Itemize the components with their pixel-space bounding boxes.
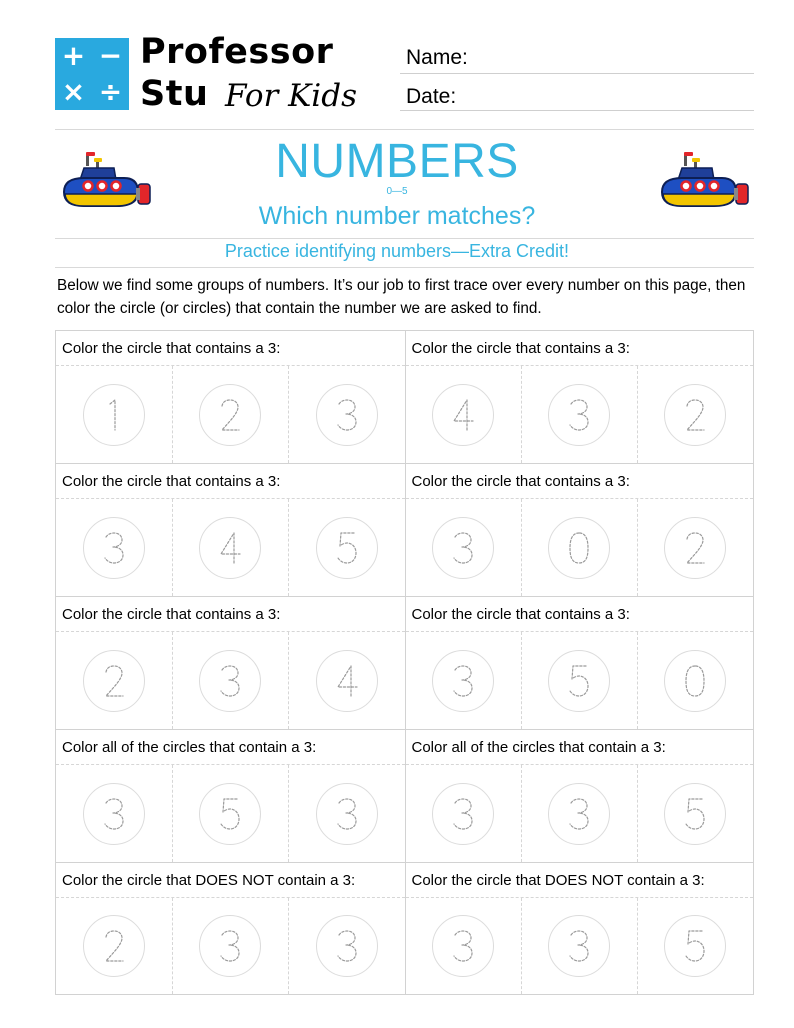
- answer-circle[interactable]: [83, 915, 145, 977]
- trace-digit[interactable]: [102, 796, 126, 832]
- answer-cell: [637, 499, 753, 596]
- trace-digit[interactable]: [218, 663, 242, 699]
- answer-circle[interactable]: [432, 650, 494, 712]
- answer-cell: [56, 366, 172, 463]
- trace-digit[interactable]: [567, 796, 591, 832]
- answer-options: [406, 499, 754, 596]
- trace-digit[interactable]: [335, 663, 359, 699]
- trace-digit[interactable]: [683, 397, 707, 433]
- exercise-prompt: Color the circle that DOES NOT contain a 3:: [56, 863, 405, 898]
- trace-digit[interactable]: [567, 397, 591, 433]
- answer-circle[interactable]: [548, 783, 610, 845]
- trace-digit[interactable]: [335, 796, 359, 832]
- answer-circle[interactable]: [83, 783, 145, 845]
- exercise-block: [405, 331, 754, 463]
- brand-name: Professor: [140, 32, 334, 72]
- trace-digit[interactable]: [102, 397, 126, 433]
- answer-cell: [521, 632, 637, 729]
- answer-circle[interactable]: [664, 384, 726, 446]
- answer-cell: [521, 499, 637, 596]
- answer-cell: [56, 765, 172, 862]
- answer-cell: [406, 499, 521, 596]
- practice-heading: Practice identifying numbers—Extra Credit!: [224, 241, 570, 261]
- answer-cell: [288, 765, 405, 862]
- answer-circle[interactable]: [199, 915, 261, 977]
- answer-circle[interactable]: [199, 384, 261, 446]
- answer-circle[interactable]: [83, 517, 145, 579]
- answer-options: [56, 765, 405, 862]
- answer-cell: [172, 898, 289, 994]
- answer-circle[interactable]: [432, 783, 494, 845]
- multiply-icon: ×: [61, 75, 86, 108]
- answer-cell: [56, 898, 172, 994]
- name-line[interactable]: [400, 73, 754, 74]
- answer-cell: [521, 765, 637, 862]
- answer-options: [406, 632, 754, 729]
- exercise-block: [56, 331, 405, 463]
- exercise-block: [405, 730, 754, 862]
- date-line[interactable]: [400, 110, 754, 111]
- exercise-prompt: Color the circle that contains a 3:: [56, 597, 405, 632]
- answer-cell: [637, 366, 753, 463]
- answer-cell: [288, 499, 405, 596]
- trace-digit[interactable]: [683, 530, 707, 566]
- trace-digit[interactable]: [102, 530, 126, 566]
- answer-circle[interactable]: [199, 517, 261, 579]
- exercise-row: [56, 863, 753, 994]
- answer-circle[interactable]: [316, 384, 378, 446]
- divider: [55, 129, 754, 130]
- answer-cell: [637, 765, 753, 862]
- trace-digit[interactable]: [335, 530, 359, 566]
- answer-circle[interactable]: [83, 650, 145, 712]
- divider: [55, 238, 754, 239]
- trace-digit[interactable]: [567, 928, 591, 964]
- brand-tagline: For Kids: [225, 78, 357, 114]
- answer-circle[interactable]: [548, 517, 610, 579]
- answer-cell: [288, 898, 405, 994]
- answer-circle[interactable]: [432, 915, 494, 977]
- exercise-row: [56, 730, 753, 863]
- trace-digit[interactable]: [218, 530, 242, 566]
- divider: [55, 267, 754, 268]
- trace-digit[interactable]: [451, 928, 475, 964]
- answer-circle[interactable]: [548, 650, 610, 712]
- answer-cell: [521, 366, 637, 463]
- answer-options: [406, 366, 754, 463]
- exercise-prompt: Color all of the circles that contain a 3:: [406, 730, 754, 765]
- answer-options: [56, 632, 405, 729]
- answer-circle[interactable]: [664, 650, 726, 712]
- answer-cell: [406, 898, 521, 994]
- trace-digit[interactable]: [567, 663, 591, 699]
- answer-circle[interactable]: [548, 915, 610, 977]
- date-label: Date:: [406, 85, 457, 108]
- exercise-block: [405, 597, 754, 729]
- answer-cell: [406, 632, 521, 729]
- page-subtitle: Which number matches?: [258, 202, 536, 230]
- answer-circle[interactable]: [199, 783, 261, 845]
- answer-circle[interactable]: [316, 783, 378, 845]
- exercise-prompt: Color the circle that DOES NOT contain a 3:: [406, 863, 754, 898]
- answer-circle[interactable]: [199, 650, 261, 712]
- exercise-row: [56, 464, 753, 597]
- exercise-block: [56, 863, 405, 994]
- trace-digit[interactable]: [567, 530, 591, 566]
- exercise-prompt: Color the circle that contains a 3:: [406, 331, 754, 366]
- answer-cell: [56, 499, 172, 596]
- trace-digit[interactable]: [102, 928, 126, 964]
- trace-digit[interactable]: [683, 928, 707, 964]
- trace-digit[interactable]: [451, 796, 475, 832]
- answer-cell: [637, 632, 753, 729]
- answer-cell: [406, 765, 521, 862]
- exercise-block: [56, 597, 405, 729]
- trace-digit[interactable]: [218, 796, 242, 832]
- answer-circle[interactable]: [664, 915, 726, 977]
- answer-options: [56, 499, 405, 596]
- answer-circle[interactable]: [432, 517, 494, 579]
- answer-circle[interactable]: [316, 650, 378, 712]
- answer-cell: [637, 898, 753, 994]
- name-label: Name:: [406, 46, 468, 69]
- instructions: Below we find some groups of numbers. It’s our job to first trace over every number on this page, then color the circle (or circles) that contain the number we are asked to find.: [57, 277, 746, 317]
- answer-cell: [56, 632, 172, 729]
- divide-icon: ÷: [98, 75, 123, 108]
- exercise-prompt: Color the circle that contains a 3:: [406, 597, 754, 632]
- trace-digit[interactable]: [335, 928, 359, 964]
- answer-cell: [172, 499, 289, 596]
- trace-digit[interactable]: [451, 397, 475, 433]
- answer-circle[interactable]: [432, 384, 494, 446]
- answer-cell: [172, 632, 289, 729]
- exercise-row: [56, 331, 753, 464]
- exercise-prompt: Color the circle that contains a 3:: [56, 464, 405, 499]
- number-range: 0—5: [386, 186, 408, 197]
- trace-digit[interactable]: [683, 796, 707, 832]
- answer-cell: [521, 898, 637, 994]
- exercise-row: [56, 597, 753, 730]
- minus-icon: −: [98, 39, 123, 72]
- answer-options: [406, 765, 754, 862]
- answer-cell: [406, 366, 521, 463]
- answer-circle[interactable]: [664, 783, 726, 845]
- exercise-block: [56, 730, 405, 862]
- trace-digit[interactable]: [683, 663, 707, 699]
- answer-cell: [288, 366, 405, 463]
- exercise-block: [56, 464, 405, 596]
- answer-circle[interactable]: [316, 915, 378, 977]
- answer-cell: [288, 632, 405, 729]
- answer-cell: [172, 366, 289, 463]
- exercise-grid: [55, 330, 754, 995]
- page-title: NUMBERS: [275, 135, 519, 188]
- trace-digit[interactable]: [102, 663, 126, 699]
- answer-circle[interactable]: [83, 384, 145, 446]
- plus-icon: +: [61, 39, 86, 72]
- answer-options: [56, 898, 405, 994]
- exercise-prompt: Color the circle that contains a 3:: [56, 331, 405, 366]
- answer-circle[interactable]: [316, 517, 378, 579]
- trace-digit[interactable]: [451, 663, 475, 699]
- trace-digit[interactable]: [218, 928, 242, 964]
- trace-digit[interactable]: [335, 397, 359, 433]
- brand-name-2: Stu: [140, 74, 209, 114]
- exercise-block: [405, 863, 754, 994]
- trace-digit[interactable]: [218, 397, 242, 433]
- answer-circle[interactable]: [664, 517, 726, 579]
- trace-digit[interactable]: [451, 530, 475, 566]
- answer-options: [406, 898, 754, 994]
- answer-options: [56, 366, 405, 463]
- answer-cell: [172, 765, 289, 862]
- exercise-prompt: Color the circle that contains a 3:: [406, 464, 754, 499]
- exercise-block: [405, 464, 754, 596]
- exercise-prompt: Color all of the circles that contain a 3:: [56, 730, 405, 765]
- logo: [55, 38, 129, 110]
- answer-circle[interactable]: [548, 384, 610, 446]
